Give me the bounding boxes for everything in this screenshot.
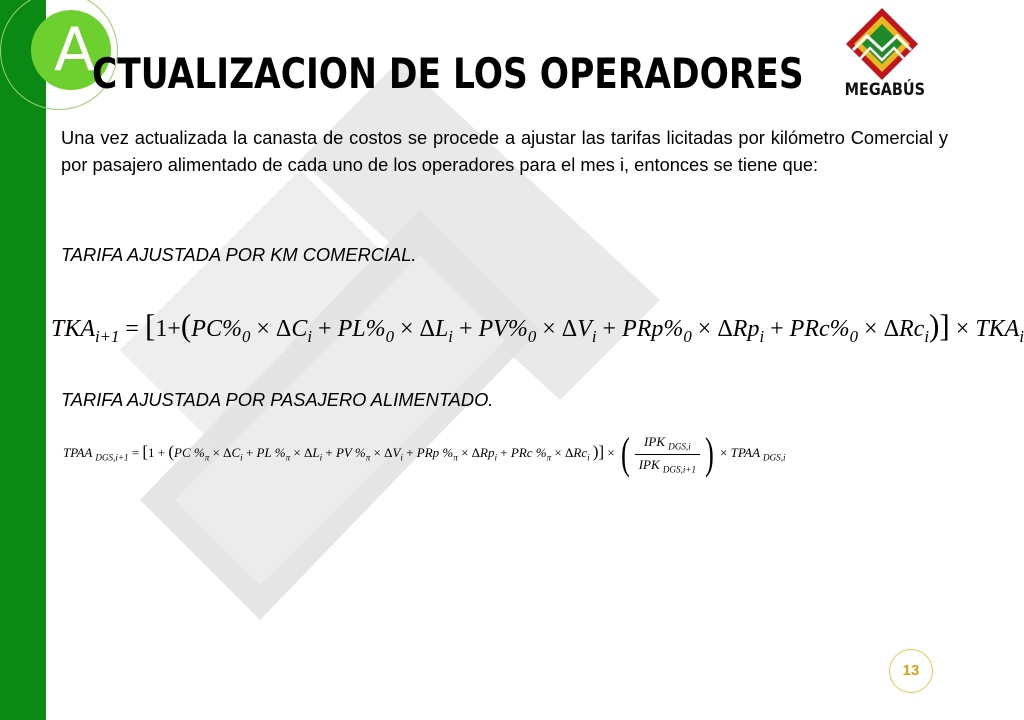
subhead-km-comercial: TARIFA AJUSTADA POR KM COMERCIAL. [61,244,417,265]
formula-tpaa: TPAA $_{DGS,i+1}$ = [1 + (PC $\%_\pi \times \Delta C_i$ + PL $\%_\pi \times \Delta L_i$ + PV $\%_\pi \times \Delta V_i$ + PRp $\%_\pi \times \Delta Rp_i$ + PRc $\%_\pi \times \Delta Rc_i$ )] × ( $\frac{IPK _{DGS,i}}{IPK _{DGS,i+1}}$ ) × TPAA $_{DGS,i}$ [63,429,786,478]
page-number-badge: 13 [889,649,933,693]
formula-tka: $TKA_{i+1} = [1+(PC\%_0 \times \Delta C_i + PL\%_0 \times \Delta L_i + PV\%_0 \times \Delta V_i + PRp\%_0 \times \Delta Rp_i + PRc\%_0 \times \Delta Rc_i)] \times TKA_i$ [51,308,1024,346]
megabus-logo-text: MEGABÚS [844,80,926,100]
body-paragraph: Una vez actualizada la canasta de costos se procede a ajustar las tarifas licitadas por kilómetro Comercial y por pasajero alimentado de cada uno de los operadores para el mes i, entonces se tiene que: [61,127,948,175]
title-initial-letter: A [54,15,96,85]
subhead-pasajero-alimentado: TARIFA AJUSTADA POR PASAJERO ALIMENTADO. [61,389,494,410]
slide-title: CTUALIZACION DE LOS OPERADORES [92,49,804,98]
